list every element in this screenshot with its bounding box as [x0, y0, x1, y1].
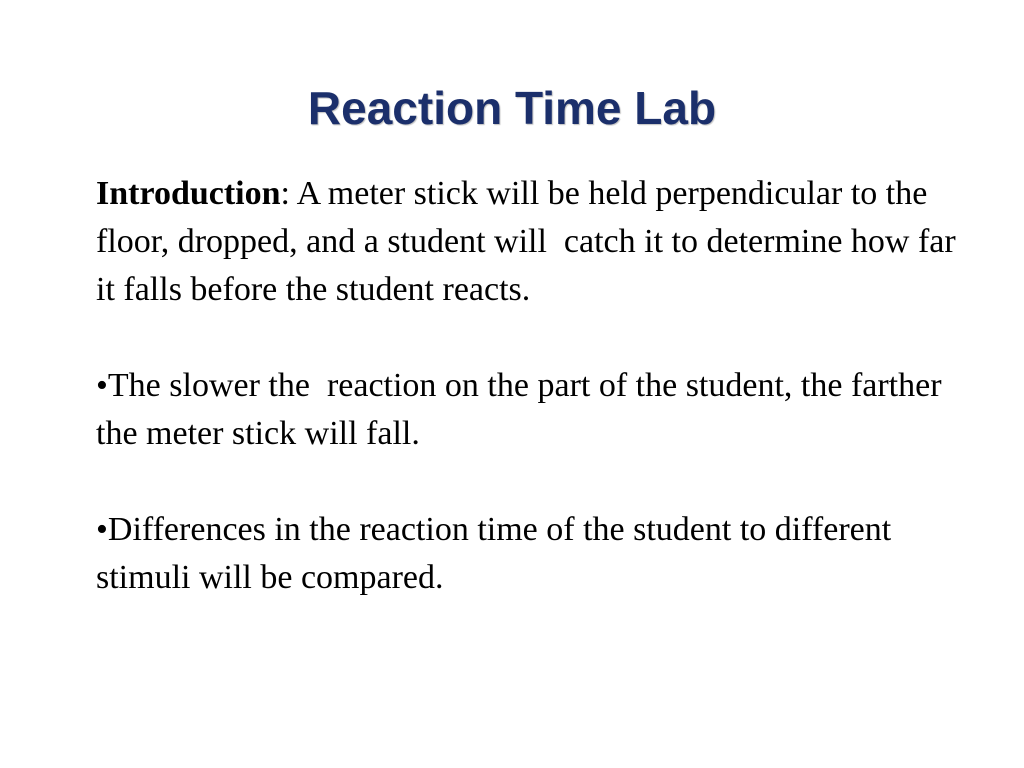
bullet-marker: •	[96, 367, 108, 404]
bullet-marker: •	[96, 511, 108, 548]
bullet-text: Differences in the reaction time of the student to different stimuli will be compared.	[96, 511, 900, 596]
spacer	[96, 314, 956, 362]
slide-body	[96, 170, 965, 602]
spacer	[96, 458, 956, 506]
bullet-item-1	[96, 362, 956, 458]
intro-paragraph	[96, 170, 965, 314]
intro-separator: :	[280, 175, 297, 212]
intro-label: Introduction	[96, 175, 281, 212]
bullet-text: The slower the reaction on the part of the student, the farther the meter stick will fall.	[96, 367, 951, 452]
slide-title: Reaction Time Lab	[307, 82, 717, 134]
bullet-item-2	[96, 506, 956, 602]
intro-text: A meter stick will be held perpendicular to the floor, dropped, and a student will catch it to determine how far it falls before the student reacts.	[96, 175, 965, 308]
